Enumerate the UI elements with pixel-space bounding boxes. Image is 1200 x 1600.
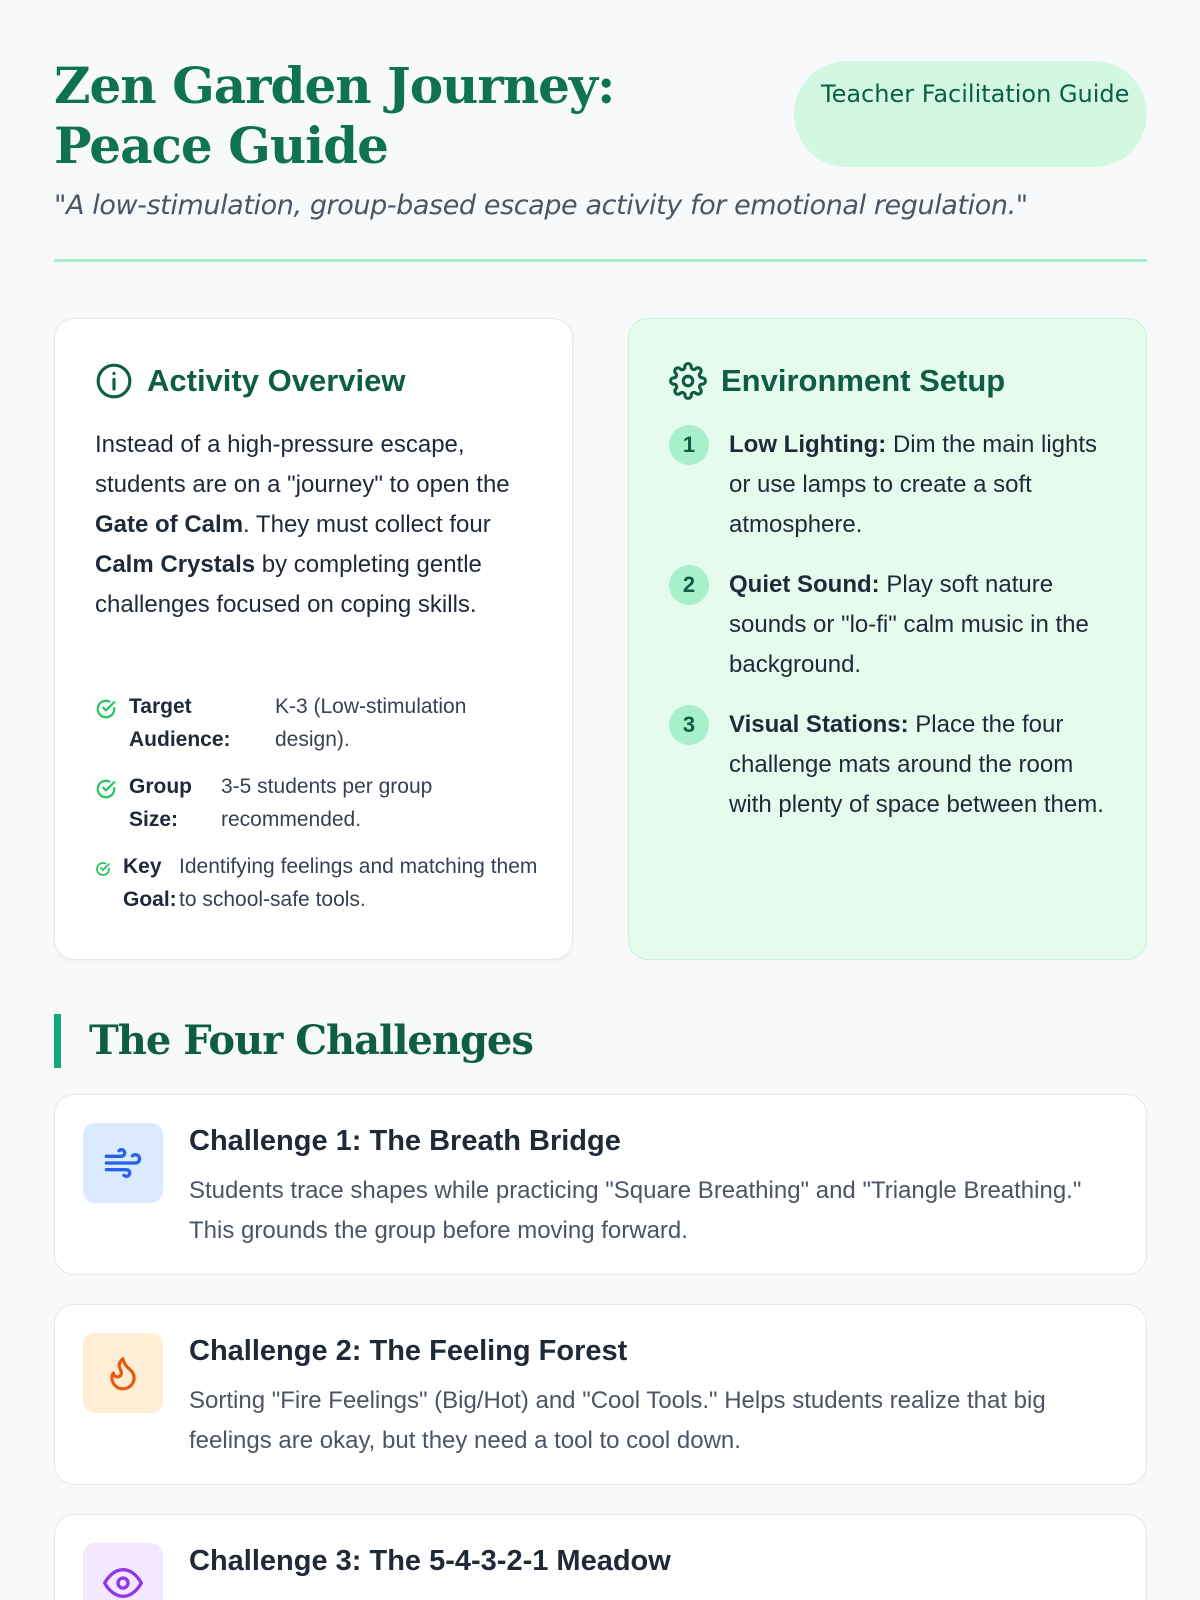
challenge-card-3 (54, 1514, 1147, 1600)
environment-header (669, 361, 1005, 401)
overview-heading: Activity Overview (147, 363, 406, 398)
calm-crystals-term: Calm Crystals (95, 551, 256, 578)
step-label: Low Lighting: (729, 431, 887, 458)
step-body: Play soft nature sounds or "lo-fi" calm music in the background. (729, 571, 1089, 678)
fact-value: 3-5 students per group recommended. (221, 775, 433, 831)
header-divider (54, 259, 1147, 262)
challenge-description: Sorting "Fire Feelings" (Big/Hot) and "Cool Tools." Helps students realize that big feelings are okay, but they need a tool to cool down. (189, 1387, 1046, 1454)
flame-icon (104, 1354, 142, 1392)
step-label: Visual Stations: (729, 711, 909, 738)
overview-text-part: by completing gentle challenges focused on coping skills. (95, 551, 482, 618)
check-circle-icon (95, 778, 117, 800)
challenge-title: Challenge 2: The Feeling Forest (189, 1335, 628, 1367)
fact-key-goal (95, 850, 545, 916)
header (54, 0, 1147, 266)
step-label: Quiet Sound: (729, 571, 880, 598)
activity-overview-card (54, 318, 573, 960)
info-icon (95, 362, 133, 400)
page-subtitle: "A low-stimulation, group-based escape activity for emotional regulation." (54, 190, 1028, 221)
page (54, 0, 1147, 1577)
step-number: 2 (669, 565, 709, 605)
setup-step (669, 565, 1109, 685)
step-text (729, 425, 1109, 545)
challenge-icon-tile (83, 1333, 163, 1413)
guide-badge: Teacher Facilitation Guide (794, 61, 1147, 167)
challenge-title: Challenge 3: The 5-4-3-2-1 Meadow (189, 1545, 671, 1577)
fact-target-audience (95, 690, 545, 756)
gear-icon (669, 362, 707, 400)
challenge-title: Challenge 1: The Breath Bridge (189, 1125, 621, 1157)
fact-label: Key Goal: (123, 855, 177, 911)
step-body: Place the four challenge mats around the room with plenty of space between them. (729, 711, 1104, 818)
step-number: 3 (669, 705, 709, 745)
environment-heading: Environment Setup (721, 363, 1006, 398)
fact-label: Target Audience: (129, 695, 231, 751)
step-text (729, 705, 1109, 825)
eye-icon (103, 1563, 143, 1600)
setup-steps (669, 425, 1109, 845)
overview-description (95, 425, 545, 625)
challenge-card-2 (54, 1304, 1147, 1485)
challenge-icon-tile (83, 1543, 163, 1600)
overview-header (95, 361, 405, 401)
check-circle-icon (95, 698, 117, 720)
setup-step (669, 705, 1109, 825)
setup-step (669, 425, 1109, 545)
overview-facts (95, 690, 545, 930)
challenge-description: Students trace shapes while practicing "Square Breathing" and "Triangle Breathing." This grounds the group before moving forward. (189, 1177, 1082, 1244)
challenge-card-1 (54, 1094, 1147, 1275)
fact-label: Group Size: (129, 775, 192, 831)
fact-value: K-3 (Low-stimulation design). (275, 695, 467, 751)
gate-of-calm-term: Gate of Calm (95, 511, 244, 538)
challenges-heading: The Four Challenges (54, 1014, 533, 1068)
challenge-icon-tile (83, 1123, 163, 1203)
step-body: Dim the main lights or use lamps to create a soft atmosphere. (729, 431, 1098, 538)
check-circle-icon (95, 861, 111, 877)
page-title: Zen Garden Journey: Peace Guide (54, 56, 615, 175)
overview-text-part: Instead of a high-pressure escape, students are on a "journey" to open the (95, 431, 510, 498)
environment-setup-card (628, 318, 1147, 960)
step-number: 1 (669, 425, 709, 465)
fact-group-size (95, 770, 545, 836)
fact-value: Identifying feelings and matching them to school-safe tools. (179, 855, 538, 911)
wind-icon (103, 1143, 143, 1183)
overview-text-part: . They must collect four (243, 511, 491, 538)
step-text (729, 565, 1109, 685)
